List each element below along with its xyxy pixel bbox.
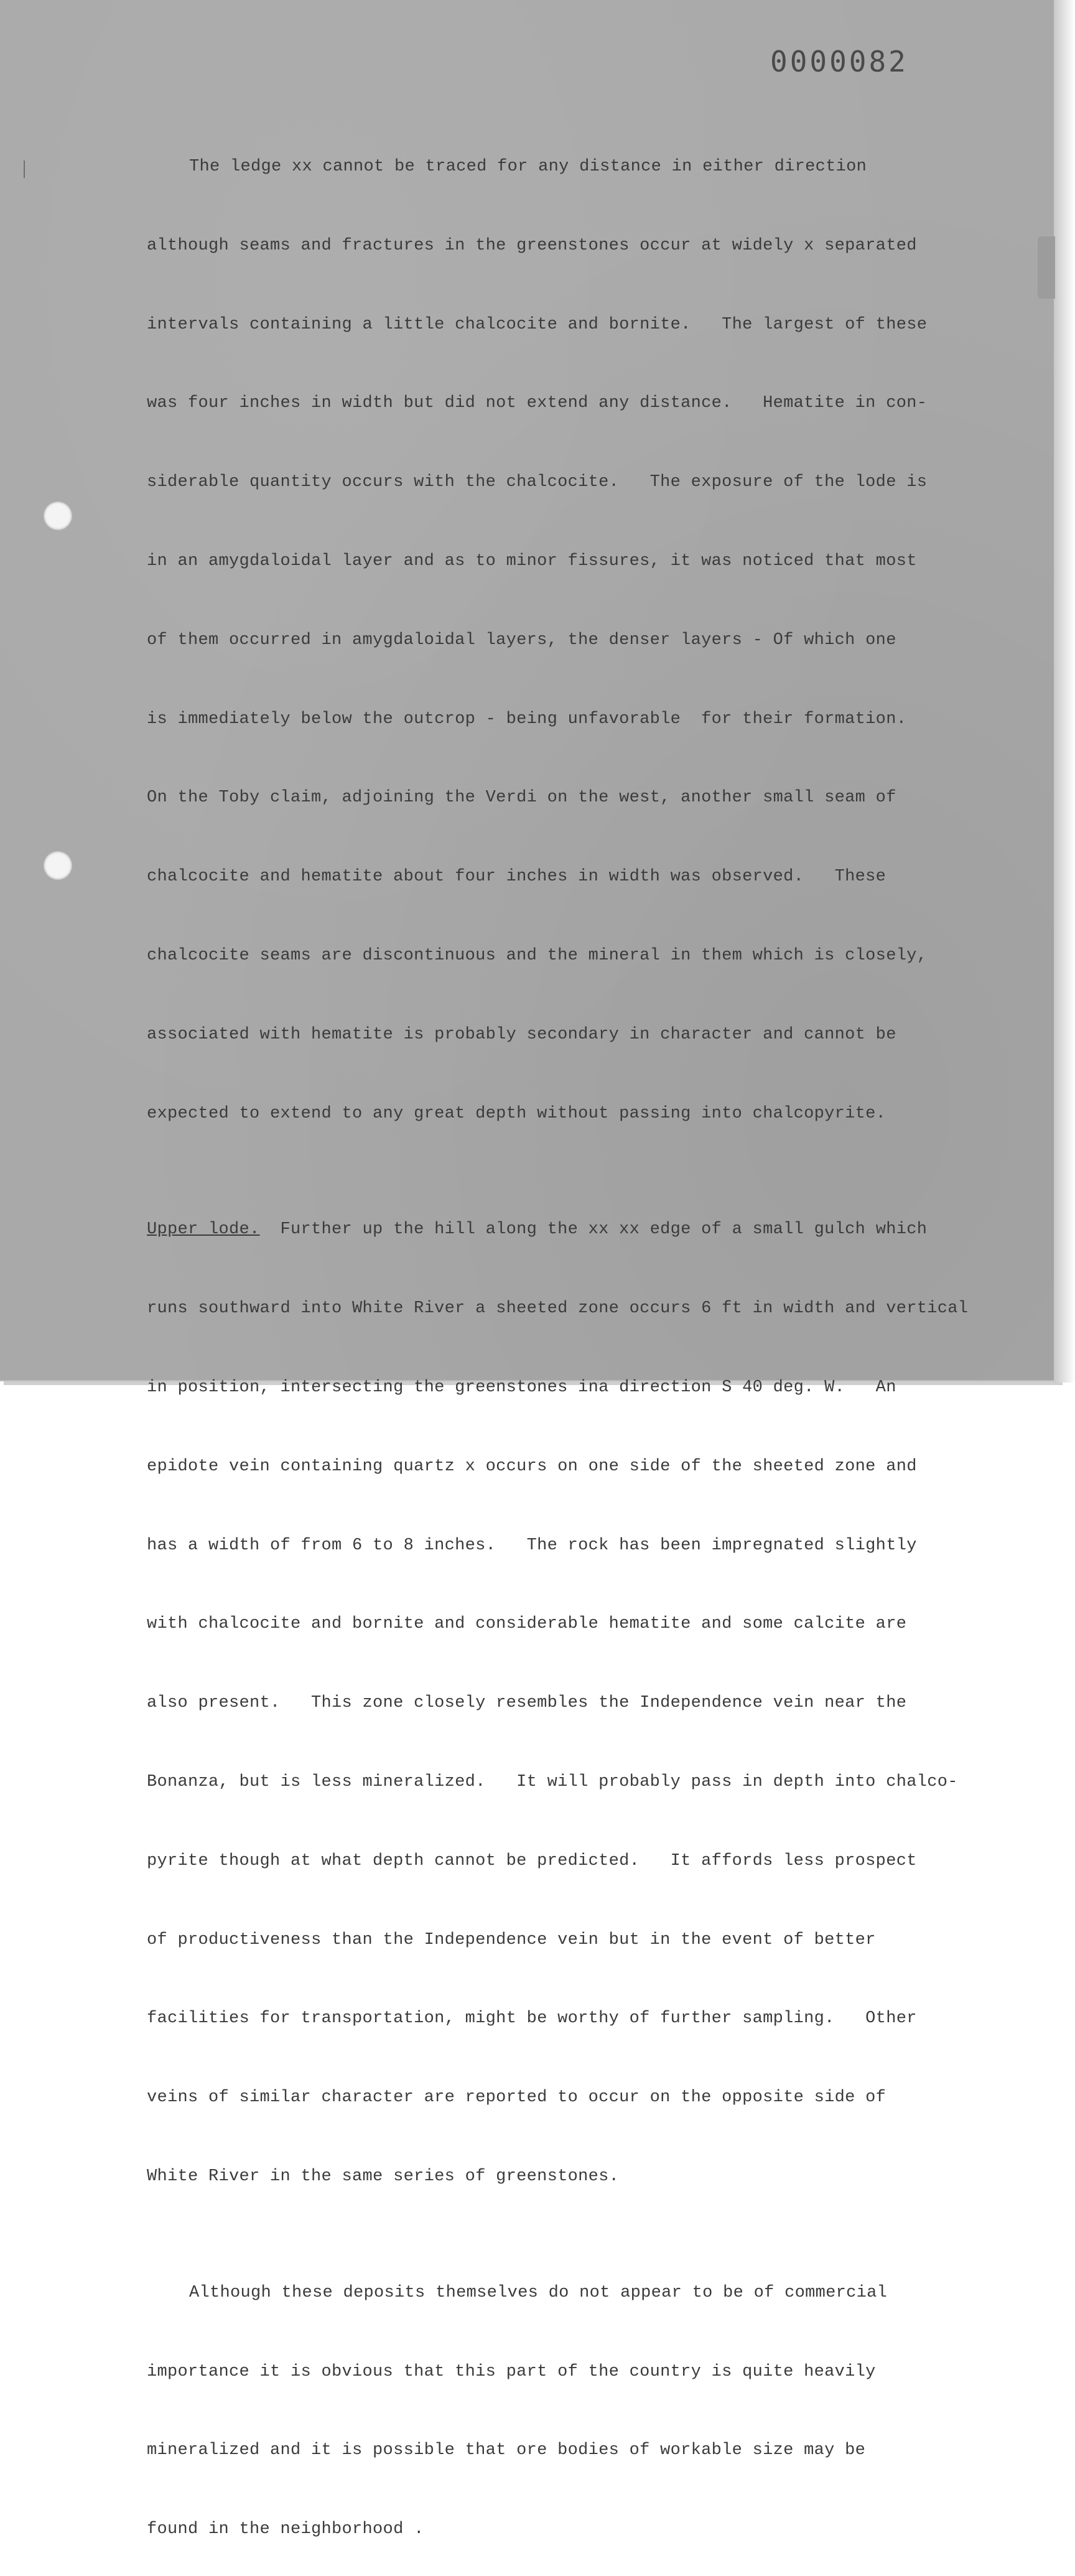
text-line: Although these deposits themselves do not appear to be of commercial xyxy=(189,2283,888,2302)
text-line: facilities for transportation, might be worthy of further sampling. Other xyxy=(147,2009,917,2028)
text-line: in an amygdaloidal layer and as to minor fissures, it was noticed that most xyxy=(147,551,917,571)
text-line: associated with hematite is probably secondary in character and cannot be xyxy=(147,1025,896,1044)
text-line: The ledge xx cannot be traced for any distance in either direction xyxy=(189,157,867,176)
text-line: of them occurred in amygdaloidal layers, the denser layers - Of which one xyxy=(147,630,896,650)
text-line: is immediately below the outcrop - being unfavorable for their formation. xyxy=(147,709,907,729)
text-line: mineralized and it is possible that ore bodies of workable size may be xyxy=(147,2441,866,2460)
text-line: epidote vein containing quartz x occurs on one side of the sheeted zone and xyxy=(147,1457,917,1476)
page-edge-tab xyxy=(1038,236,1055,299)
text-line: veins of similar character are reported to occur on the opposite side of xyxy=(147,2088,887,2107)
text-line: Bonanza, but is less mineralized. It will probably pass in depth into chalco- xyxy=(147,1772,958,1791)
page-shadow-edge xyxy=(1054,0,1075,1383)
text-line: was four inches in width but did not extend any distance. Hematite in con- xyxy=(147,394,928,413)
text-line: White River in the same series of greenstones. xyxy=(147,2167,620,2186)
punch-hole-upper xyxy=(44,502,72,530)
punch-hole-lower xyxy=(44,851,72,880)
text-line: chalcocite and hematite about four inches in width was observed. These xyxy=(147,867,887,887)
text-line-rest: Further up the hill along the xx xx edge of a small gulch which xyxy=(259,1220,928,1239)
text-line: also present. This zone closely resembles the Independence vein near the xyxy=(147,1694,907,1713)
text-line: in position, intersecting the greenstones ina direction S 40 deg. W. An xyxy=(147,1378,896,1397)
text-line: siderable quantity occurs with the chalcocite. The exposure of the lode is xyxy=(147,473,928,492)
text-line: intervals containing a little chalcocite and bornite. The largest of these xyxy=(147,315,928,334)
text-line: of productiveness than the Independence vein but in the event of better xyxy=(147,1930,876,1949)
text-line: expected to extend to any great depth without passing into chalcopyrite. xyxy=(147,1104,887,1123)
text-line: with chalcocite and bornite and considerable hematite and some calcite are xyxy=(147,1615,907,1634)
text-line: runs southward into White River a sheeted zone occurs 6 ft in width and vertical xyxy=(147,1299,969,1318)
text-line: importance it is obvious that this part of the country is quite heavily xyxy=(147,2362,876,2381)
page-number: 0000082 xyxy=(770,45,908,78)
text-line-upper-lode xyxy=(147,1216,1018,1258)
typed-body-text xyxy=(147,97,1018,2576)
text-line: chalcocite seams are discontinuous and the mineral in them which is closely, xyxy=(147,946,928,965)
section-heading-upper-lode: Upper lode. xyxy=(147,1220,260,1239)
text-line: found in the neighborhood . xyxy=(147,2520,424,2539)
margin-mark xyxy=(24,161,25,178)
text-line: pyrite though at what depth cannot be predicted. It affords less prospect xyxy=(147,1851,917,1870)
text-line: although seams and fractures in the greenstones occur at widely x separated xyxy=(147,236,917,255)
text-line: On the Toby claim, adjoining the Verdi on the west, another small seam of xyxy=(147,788,896,808)
text-line: has a width of from 6 to 8 inches. The rock has been impregnated slightly xyxy=(147,1536,917,1555)
